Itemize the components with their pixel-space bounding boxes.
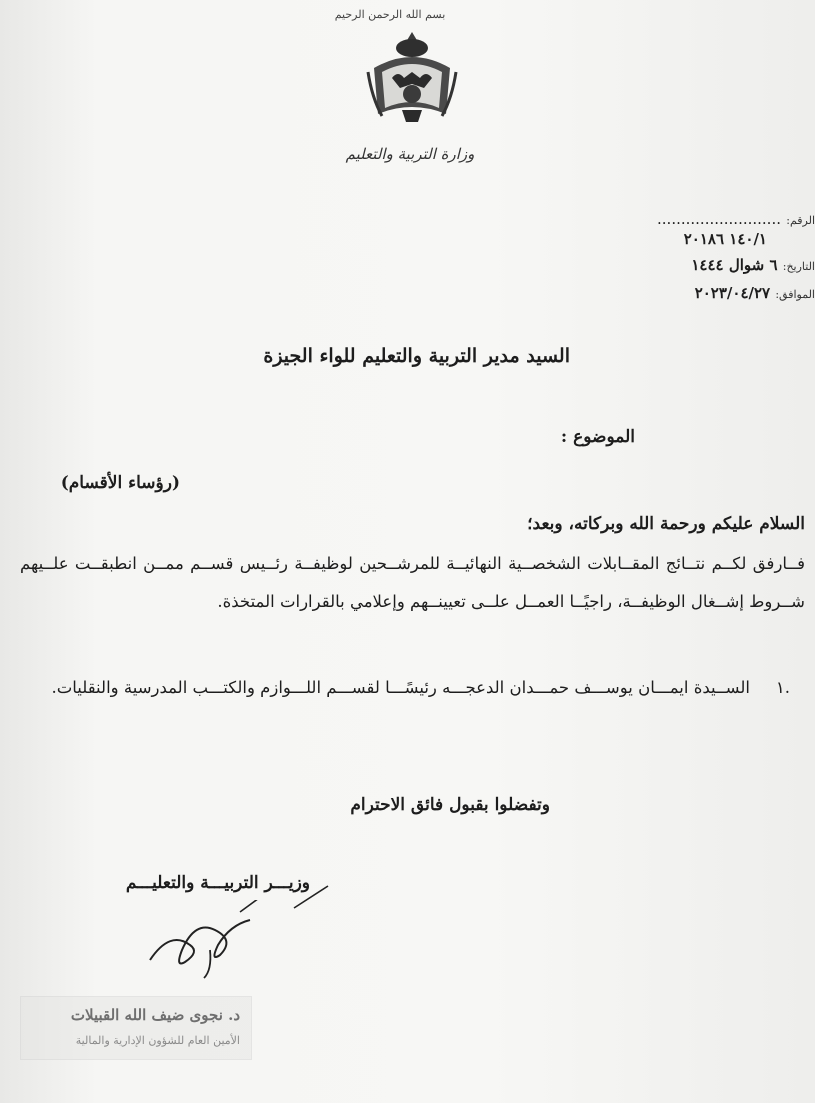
greeting: السلام عليكم ورحمة الله وبركاته، وبعد؛ — [527, 514, 805, 534]
body-paragraph: فــارفق لكــم نتــائج المقــابلات الشخصــية النهائيــة للمرشــحين لوظيفــة رئــيس قســم ممــن انطبقــت علــيهم شــروط إشــغال الوظيفــة، راجيًــا العمــل علــى تعيينــهم وإعلامي بالقرارات المتخذة. — [20, 554, 805, 611]
basmala-text: بسم الله الرحمن الرحيم — [334, 8, 446, 21]
ref-hijri-row — [640, 256, 815, 274]
jordan-coat-of-arms-icon — [362, 28, 462, 128]
item-text: الســيدة ايمـــان يوســـف حمـــدان الدعجـــه رئيسًـــا لقســـم اللـــوازم والكتـــب المدرسية والنقليات. — [51, 678, 750, 697]
ministry-name: وزارة التربية والتعليم — [345, 145, 475, 163]
ref-gregorian-label: الموافق: — [775, 288, 815, 301]
handwritten-signature — [140, 900, 260, 980]
subject-value: (رؤساء الأقسام) — [60, 473, 180, 493]
closing-line: وتفضلوا بقبول فائق الاحترام — [350, 795, 550, 815]
signatory-title: وزيـــر التربيـــة والتعليـــم — [125, 873, 310, 893]
subject-label: الموضوع : — [560, 427, 635, 447]
addressee: السيد مدير التربية والتعليم للواء الجيزة — [263, 345, 570, 367]
ref-number-value: ١٤٠/١ ٢٠١٨٦ — [683, 230, 767, 248]
ref-gregorian-date: ٢٠٢٣/٠٤/٢٧ — [694, 284, 771, 302]
stamp-name: د. نجوى ضيف الله القبيلات — [70, 1006, 240, 1024]
ref-number-row: الرقم: .......................... — [657, 210, 815, 228]
signature-slash — [290, 882, 330, 912]
ref-gregorian-row — [640, 284, 815, 302]
ref-hijri-label: التاريخ: — [782, 260, 815, 273]
ref-number-label: الرقم: — [786, 214, 815, 227]
item-number: .١ — [775, 678, 790, 697]
stamp-position: الأمين العام للشؤون الإدارية والمالية — [75, 1034, 240, 1047]
ref-hijri-date: ٦ شوال ١٤٤٤ — [691, 256, 778, 274]
